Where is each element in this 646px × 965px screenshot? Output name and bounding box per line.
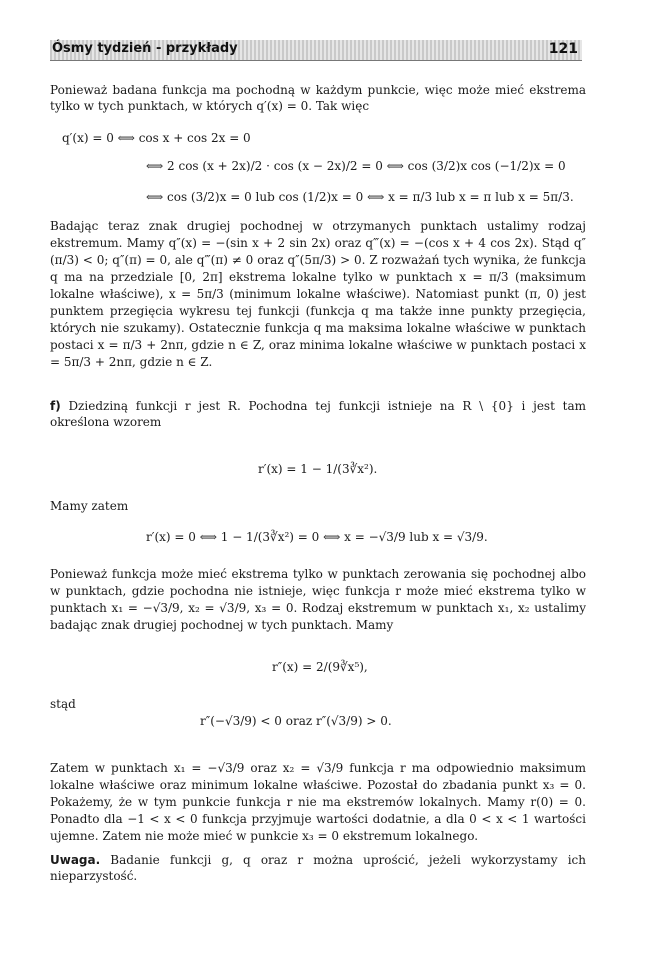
equation-r-prime: r′(x) = 1 − 1/(3∛x²). <box>258 462 378 476</box>
equation-solutions: ⟺ cos (3/2)x = 0 lub cos (1/2)x = 0 ⟺ x = π/3 lub x = π lub x = 5π/3. <box>146 190 574 204</box>
part-f-label: f) <box>50 399 61 413</box>
note-text: Badanie funkcji g, q oraz r można uprościć, jeżeli wykorzystamy ich nieparzystość. <box>50 853 586 883</box>
page-number: 121 <box>548 41 578 57</box>
chapter-title: Ósmy tydzień - przykłady <box>52 41 238 56</box>
equation-sum-to-product: ⟺ 2 cos (x + 2x)/2 · cos (x − 2x)/2 = 0 ⟺ cos (3/2)x cos (−1/2)x = 0 <box>146 159 566 173</box>
part-f-text: Dziedziną funkcji r jest R. Pochodna tej funkcji istnieje na R \ {0} i jest tam określona wzorem <box>50 399 586 429</box>
running-header <box>50 40 582 61</box>
equation-q-prime: q′(x) = 0 ⟺ cos x + cos 2x = 0 <box>62 131 251 145</box>
paragraph-8 <box>50 852 586 884</box>
paragraph-5: Ponieważ funkcja może mieć ekstrema tylko w punktach zerowania się pochodnej albo w punktach, gdzie pochodna nie istnieje, więc funkcja r może mieć ekstrema tylko w punktach x₁ = −√3/9, x₂ = √3/9, x₃ = 0. Rodzaj ekstremum w punktach x₁, x₂ ustalimy badając znak drugiej pochodnej w tych punktach. Mamy <box>50 567 586 632</box>
paragraph-7: Zatem w punktach x₁ = −√3/9 oraz x₂ = √3/9 funkcja r ma odpowiednio maksimum lokalne właściwe oraz minimum lokalne właściwe. Pozostał do zbadania punkt x₃ = 0. Pokażemy, że w tym punkcie funkcja r nie ma ekstremów lokalnych. Mamy r(0) = 0. Ponadto dla −1 < x < 0 funkcja przyjmuje wartości dodatnie, a dla 0 < x < 1 wartości ujemne. Zatem nie może mieć w punkcie x₃ = 0 ekstremum lokalnego. <box>50 761 586 843</box>
note-label: Uwaga. <box>50 853 101 867</box>
equation-r-double-prime: r″(x) = 2/(9∛x⁵), <box>272 660 368 674</box>
paragraph-6: stąd <box>50 697 76 711</box>
paragraph-4: Mamy zatem <box>50 499 129 513</box>
paragraph-2: Badając teraz znak drugiej pochodnej w otrzymanych punktach ustalimy rodzaj ekstremum. Mamy q″(x) = −(sin x + 2 sin 2x) oraz q‴(x) = −(cos x + 4 cos 2x). Stąd q″(π/3) < 0; q″(π) = 0, ale q‴(π) ≠ 0 oraz q″(5π/3) > 0. Z rozważań tych wynika, że funkcja q ma na przedziale [0, 2π] ekstrema lokalne tylko w punktach x = π/3 (maksimum lokalne właściwe), x = 5π/3 (minimum lokalne właściwe). Natomiast punkt (π, 0) jest punktem przegięcia wykresu tej funkcji (funkcja q ma także inne punkty przegięcia, których nie szukamy). Ostatecznie funkcja q ma maksima lokalne właściwe w punktach postaci x = π/3 + 2nπ, gdzie n ∈ Z, oraz minima lokalne właściwe w punktach postaci x = 5π/3 + 2nπ, gdzie n ∈ Z. <box>50 219 586 369</box>
paragraph-3 <box>50 398 586 430</box>
paragraph-1: Ponieważ badana funkcja ma pochodną w każdym punkcie, więc może mieć ekstrema tylko w tych punktach, w których q′(x) = 0. Tak więc <box>50 83 586 113</box>
equation-r-prime-zero: r′(x) = 0 ⟺ 1 − 1/(3∛x²) = 0 ⟺ x = −√3/9 lub x = √3/9. <box>146 530 488 544</box>
equation-second-derivative-signs: r″(−√3/9) < 0 oraz r″(√3/9) > 0. <box>200 714 392 728</box>
